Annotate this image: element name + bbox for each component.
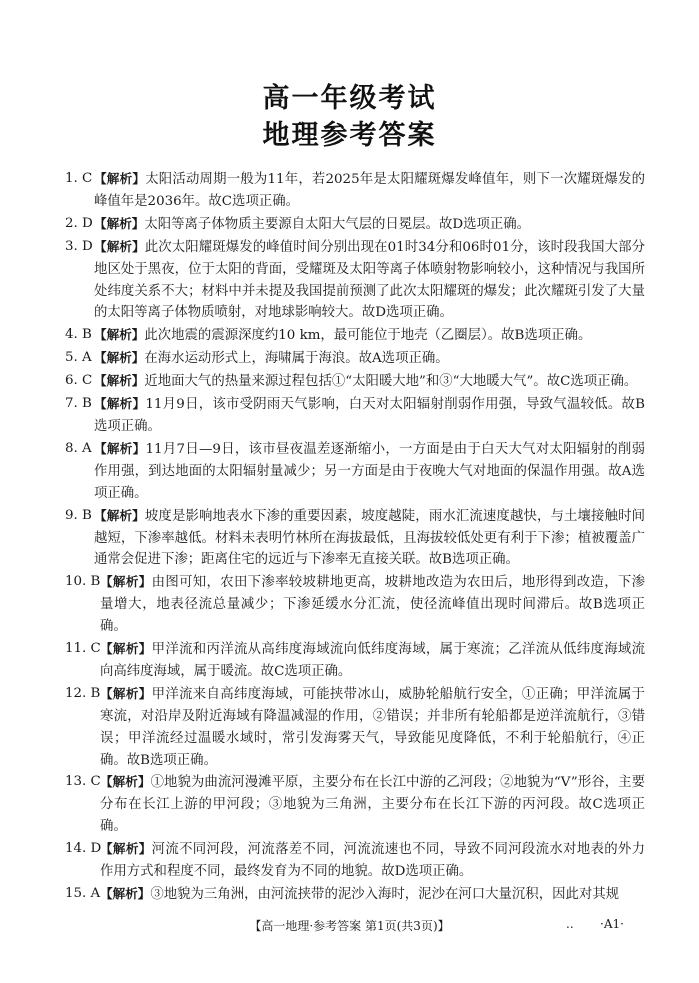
- answer-number: 9. B: [65, 507, 92, 523]
- answer-number: 11. C: [65, 641, 101, 657]
- analysis-tag: 【解析】: [100, 886, 151, 901]
- analysis-tag: 【解析】: [100, 574, 152, 590]
- answer-explanation: ①地貌为曲流河漫滩平原，主要分布在长江中游的乙河段；②地貌为“V”形谷，主要分布在长江上游的甲河段；③地貌为三角洲，主要分布在长江下游的丙河段。故C选项正确。: [100, 775, 645, 835]
- answer-explanation: 近地面大气的热量来源过程包括①“太阳暖大地”和③“大地暖大气”。故C选项正确。: [144, 374, 638, 390]
- answer-item: [65, 236, 645, 325]
- answer-number: 8. A: [65, 440, 92, 456]
- answer-explanation: 11月9日，该市受阴雨天气影响，白天对太阳辐射削弱作用强，导致气温较低。故B选项正确。: [94, 397, 645, 434]
- answer-explanation: ③地貌为三角洲，由河流挟带的泥沙入海时，泥沙在河口大量沉积，因此对其规: [150, 887, 620, 902]
- answer-number: 7. B: [65, 396, 92, 412]
- answer-number: 13. C: [65, 774, 101, 790]
- answer-list: [65, 168, 645, 906]
- answer-item: [65, 393, 645, 438]
- answer-explanation: 太阳活动周期一般为11年，若2025年是太阳耀斑爆发峰值年，则下一次耀斑爆发的峰值年是2036年。故C选项正确。: [94, 172, 646, 209]
- answer-number: 14. D: [65, 841, 102, 857]
- answer-number: 10. B: [65, 574, 101, 590]
- answer-item: [65, 838, 645, 883]
- answer-item: [65, 571, 645, 638]
- answer-explanation: 此次太阳耀斑爆发的峰值时间分别出现在01时34分和06时01分，该时段我国大部分地区处于黑夜，位于太阳的背面，受耀斑及太阳等离子体喷射物影响较小，这种情况与我国所处纬度关系不大；材料中并未提及我国提前预测了此次太阳耀斑的爆发；此次耀斑引发了大量的太阳等离子体物质喷射，对地球影响较大。故D选项正确。: [94, 239, 646, 321]
- footer-code: ·A1·: [600, 917, 624, 931]
- answer-explanation: 在海水运动形式上，海啸属于海浪。故A选项正确。: [144, 351, 449, 367]
- answer-number: 3. D: [65, 238, 93, 254]
- analysis-tag: 【解析】: [100, 641, 152, 657]
- analysis-tag: 【解析】: [94, 215, 145, 231]
- answer-number: 2. D: [65, 215, 93, 231]
- analysis-tag: 【解析】: [94, 507, 145, 523]
- answer-item: [65, 168, 645, 213]
- answer-item: [65, 324, 645, 347]
- analysis-tag: 【解析】: [94, 440, 146, 456]
- answer-explanation: 河流不同河段，河流落差不同，河流流速也不同，导致不同河段流水对地表的外力作用方式和程度不同，最终发育为不同的地貌。故D选项正确。: [100, 842, 646, 880]
- answer-item: [65, 347, 645, 370]
- answer-explanation: 11月7日—9日，该市昼夜温差逐渐缩小，一方面是由于白天大气对太阳辐射的削弱作用强，到达地面的太阳辐射量减少；另一方面是由于夜晚大气对地面的保温作用强。故A选项正确。: [94, 441, 645, 501]
- answer-number: 5. A: [65, 350, 92, 366]
- answer-item: [65, 683, 645, 772]
- answer-item: [65, 771, 645, 838]
- analysis-tag: 【解析】: [94, 373, 145, 389]
- answer-number: 15. A: [65, 886, 101, 901]
- answer-item: [65, 438, 645, 505]
- footer-page-info: 【高一地理·参考答案 第1页(共3页)】: [249, 919, 450, 933]
- answer-explanation: 甲洋流和丙洋流从高纬度海域流向低纬度海域，属于寒流；乙洋流从低纬度海域流向高纬度海域，属于暖流。故C选项正确。: [100, 642, 646, 679]
- page-footer: [0, 917, 699, 937]
- analysis-tag: 【解析】: [94, 171, 146, 186]
- analysis-tag: 【解析】: [94, 327, 145, 343]
- analysis-tag: 【解析】: [94, 396, 146, 412]
- answer-number: 12. B: [65, 685, 101, 701]
- answer-explanation: 由图可知，农田下渗率较坡耕地更高，坡耕地改造为农田后，地形得到改造，下渗量增大，地表径流总量减少；下渗延缓水分汇流，使径流峰值出现时间滞后。故B选项正确。: [100, 575, 646, 635]
- answer-number: 1. C: [65, 171, 93, 186]
- answer-item: [65, 638, 645, 683]
- answer-number: 6. C: [65, 373, 93, 389]
- answer-explanation: 坡度是影响地表水下渗的重要因素，坡度越陡，雨水汇流速度越快，与土壤接触时间越短，下渗率越低。材料未表明竹林所在海拔最低，且海拔较低处更有利于下渗；植被覆盖广通常会促进下渗；距离住宅的远近与下渗率无直接关联。故B选项正确。: [94, 508, 646, 568]
- analysis-tag: 【解析】: [94, 238, 145, 254]
- analysis-tag: 【解析】: [94, 350, 145, 366]
- answer-item: [65, 213, 645, 236]
- answer-item: [65, 370, 645, 393]
- answer-number: 4. B: [65, 327, 92, 343]
- analysis-tag: 【解析】: [100, 685, 152, 701]
- analysis-tag: 【解析】: [100, 774, 151, 790]
- answer-explanation: 太阳等离子体物质主要源自太阳大气层的日冕层。故D选项正确。: [144, 216, 531, 232]
- footer-dots: ..: [566, 917, 574, 931]
- answer-explanation: 此次地震的震源深度约10 km，最可能位于地壳（乙圈层）。故B选项正确。: [144, 328, 592, 344]
- page-subtitle: 地理参考答案: [262, 120, 437, 151]
- answer-item: [65, 505, 645, 572]
- answer-explanation: 甲洋流来自高纬度海域，可能挟带冰山，威胁轮船航行安全，①正确；甲洋流属于寒流，对沿岸及附近海域有降温减湿的作用，②错误；并非所有轮船都是逆洋流航行，③错误；甲洋流经过温暖水域时，常引发海雾天气，导致能见度降低，不利于轮船航行，④正确。故B选项正确。: [100, 686, 646, 768]
- page-title: 高一年级考试: [262, 83, 437, 114]
- answer-item: [65, 883, 645, 906]
- analysis-tag: 【解析】: [100, 841, 152, 857]
